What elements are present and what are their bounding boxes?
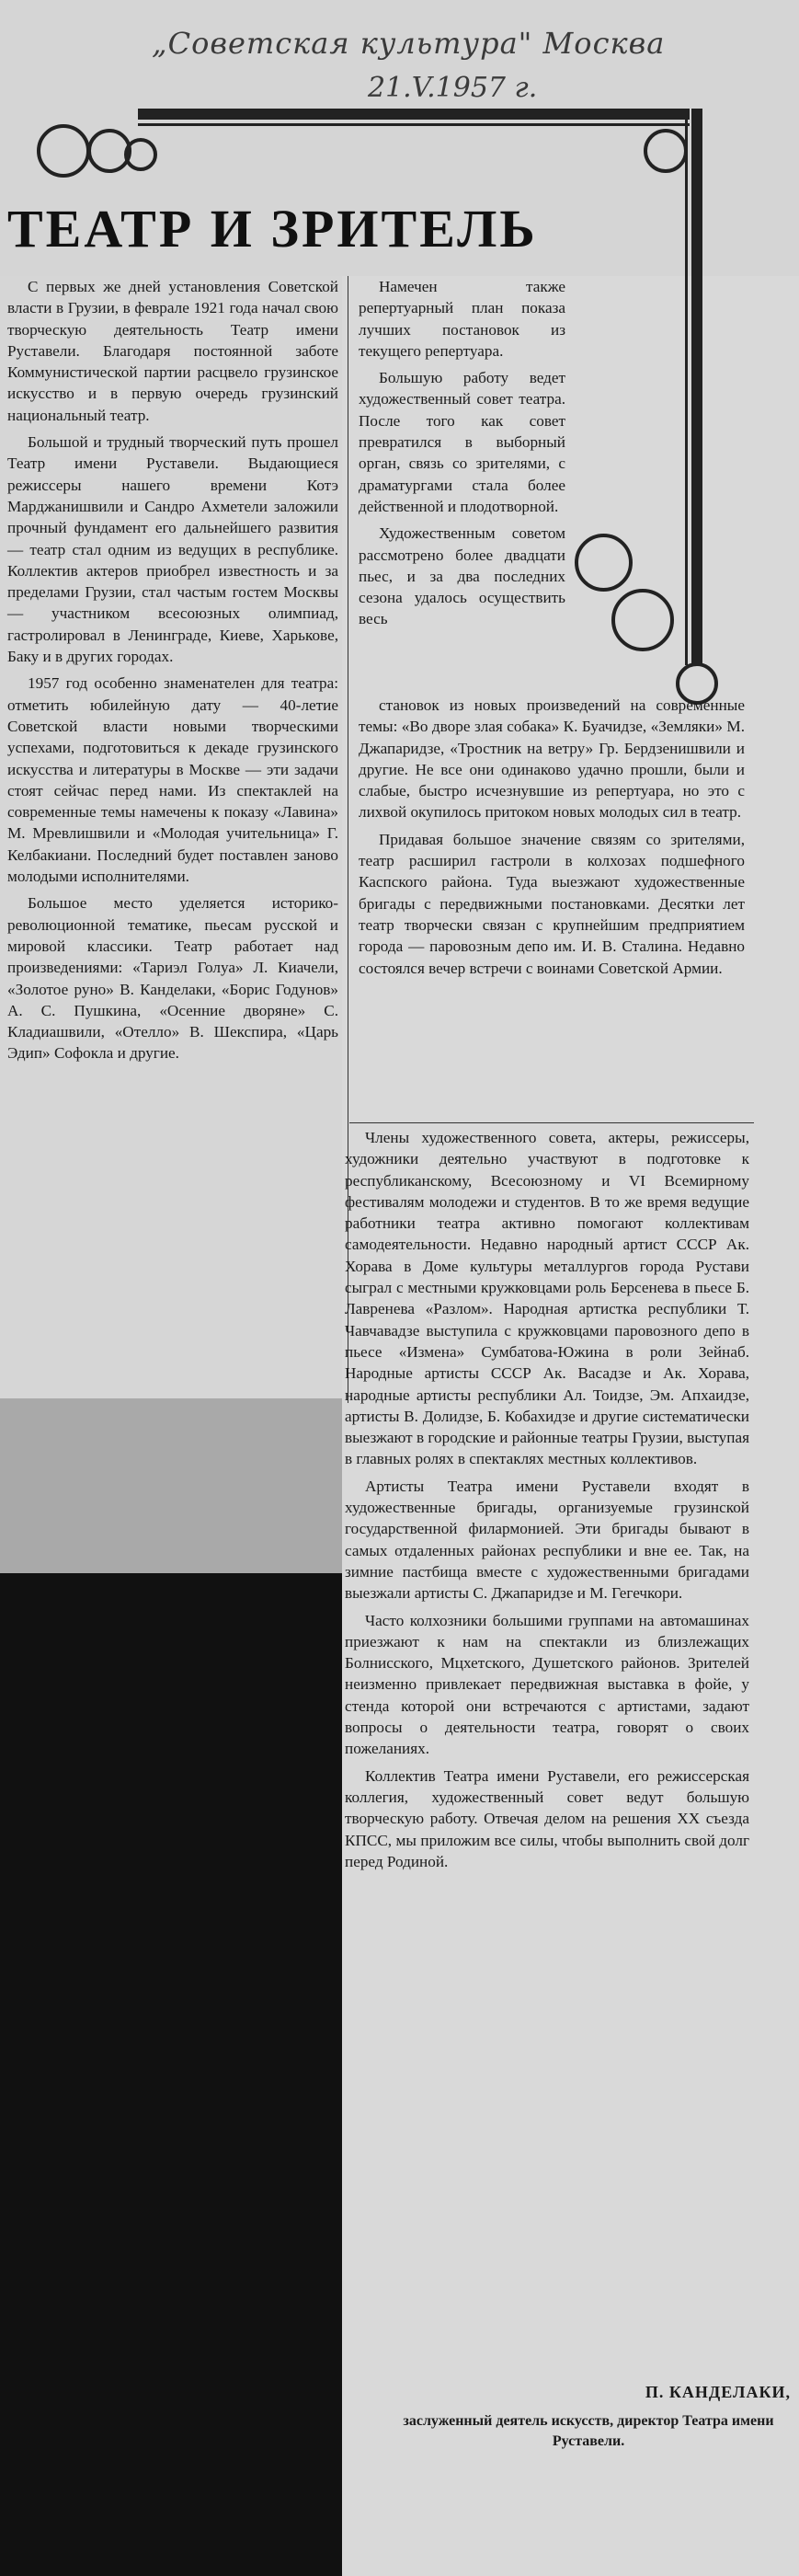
paragraph: Художественным советом рассмотрено более двадцати пьес, и за два последних сезона удалось осуществить весь bbox=[359, 524, 565, 628]
article-column-3 bbox=[359, 695, 745, 984]
ornament-scroll-icon bbox=[644, 129, 688, 173]
paragraph: Большую работу ведет художественный совет театра. После того как совет превратился в выборный орган, связь со зрителями, с драматургами стала более действенной и плодотворной. bbox=[359, 369, 565, 515]
paragraph: Коллектив Театра имени Руставели, его режиссерская коллегия, художественный совет ведут большую творческую работу. Отвечая делом на решения XX съезда КПСС, мы приложим все силы, чтобы выполнить свой долг перед Родиной. bbox=[345, 1766, 749, 1870]
handwriting-source: „Советская культура" Москва bbox=[152, 26, 666, 61]
dark-background bbox=[0, 1573, 342, 2576]
ornament-scroll-icon bbox=[575, 534, 633, 592]
article-column-2 bbox=[359, 276, 565, 636]
ornament-border-right bbox=[691, 109, 702, 665]
author-name: П. КАНДЕЛАКИ, bbox=[645, 2383, 791, 2401]
paragraph: Члены художественного совета, актеры, режиссеры, художники деятельно участвуют в подготовке к республиканскому, Всесоюзному и VI Всемирному фестивалям молодежи и студентов. В то же время ведущие работники театра активно помогают коллективам самодеятельности. Недавно народный артист СССР Ак. Хорава в Доме культуры металлургов города Рустави сыграл с местными кружковцами роль Берсенева в пьесе Б. Лавренева «Разлом». Народная артистка республики Т. Чавчавадзе выступила с кружковцами паровозного депо в пьесе «Измена» Сумбатова-Южина в роли Зейнаб. Народные артисты СССР Ак. Васадзе и Ак. Хорава, народные артисты республики Ал. Тоидзе, Эм. Апхаидзе, артисты В. Долидзе, Б. Кобахидзе и другие систематически выезжают в городские и районные театры Грузии, выступая в главных ролях в спектаклях местных коллективов. bbox=[345, 1129, 749, 1468]
article-column-1 bbox=[7, 276, 338, 1070]
paragraph: Артисты Театра имени Руставели входят в художественные бригады, организуемые грузинской государственной филармонией. Эти бригады бывают в самых отдаленных районах республики и вне ее. Так, на зимние пастбища вместе с художественными бригадами выезжали артисты С. Джапаридзе и М. Гегечкори. bbox=[345, 1477, 749, 1603]
paragraph: Часто колхозники большими группами на автомашинах приезжают к нам на спектакли из близлежащих Болнисского, Мцхетского, Душетского районов. Зрителей неизменно привлекает передвижная выставка в фойе, у стенда которой они встречаются с артистами, задают вопросы о деятельности театра, говорят о своих пожеланиях. bbox=[345, 1611, 749, 1758]
paragraph: Придавая большое значение связям со зрителями, театр расширил гастроли в колхозах подшефного Каспского района. Туда выезжают художественные бригады с передвижными постановками. Десятки лет театр творчески связан с крупнейшим предприятием города — паровозным депо им. И. В. Сталина. Недавно состоялся вечер встречи с воинами Советской Армии. bbox=[359, 830, 745, 977]
signature-block bbox=[386, 2383, 791, 2452]
ornament-border-top bbox=[138, 109, 690, 120]
section-divider bbox=[349, 1122, 754, 1123]
article-column-4 bbox=[345, 1127, 749, 1878]
ornament-border-right-thin bbox=[685, 109, 688, 665]
ornament-scroll-icon bbox=[611, 589, 674, 651]
ornament-border-top-thin bbox=[138, 123, 690, 126]
ornament-scroll-icon bbox=[124, 138, 157, 171]
handwritten-source-note bbox=[152, 17, 740, 104]
paragraph: Намечен также репертуарный план показа лучших постановок из текущего репертуара. bbox=[359, 278, 565, 360]
paragraph: С первых же дней установления Советской власти в Грузии, в феврале 1921 года начал свою творческую деятельность Театр имени Руставели. Благодаря постоянной заботе Коммунистической партии расцвело грузинское искусство и в первую очередь грузинский национальный театр. bbox=[7, 278, 338, 424]
author-role: заслуженный деятель искусств, директор Театра имени Руставели. bbox=[403, 2413, 774, 2449]
paragraph: Большой и трудный творческий путь прошел Театр имени Руставели. Выдающиеся режиссеры нашего времени Котэ Марджанишвили и Сандро Ахметели заложили прочный фундамент его дальнейшего развития — театр стал одним из ведущих в республике. Коллектив актеров приобрел известность и за пределами Грузии, стал частым гостем Москвы — участником всесоюзных олимпиад, гастролировал в Ленинграде, Киеве, Харькове, Баку и в других городах. bbox=[7, 433, 338, 666]
article-title: ТЕАТР И ЗРИТЕЛЬ bbox=[7, 199, 538, 259]
paragraph: Большое место уделяется историко-революционной тематике, пьесам русской и мировой классики. Театр работает над произведениями: «Тариэл Голуа» Л. Киачели, «Золотое руно» В. Канделаки, «Борис Годунов» А. С. Пушкина, «Осенние дворяне» С. Кладиашвили, «Отелло» В. Шекспира, «Царь Эдип» Софокла и другие. bbox=[7, 894, 338, 1063]
ornament-scroll-icon bbox=[37, 124, 90, 178]
handwriting-date: 21.V.1957 г. bbox=[368, 72, 538, 104]
paragraph: становок из новых произведений на современные темы: «Во дворе злая собака» К. Буачидзе, «Земляки» М. Джапаридзе, «Тростник на ветру» Гр. Бердзенишвили и другие. Не все они одинаково удачно прошли, были и слабые, быстро исчезнувшие из репертуара, но это с лихвой окупилось притоком новых молодых сил в театр. bbox=[359, 696, 745, 822]
gray-gap bbox=[0, 1398, 342, 1573]
paragraph: 1957 год особенно знаменателен для театра: отметить юбилейную дату — 40-летие Советской власти новыми творческими успехами, подготовиться к декаде грузинского искусства и литературы в Москве — эти задачи стоят сейчас перед нами. Из спектаклей на современные темы намечены к показу «Лавина» М. Мревлишвили и «Молодая учительница» Г. Келбакиани. Последний будет поставлен заново молодыми исполнителями. bbox=[7, 674, 338, 886]
